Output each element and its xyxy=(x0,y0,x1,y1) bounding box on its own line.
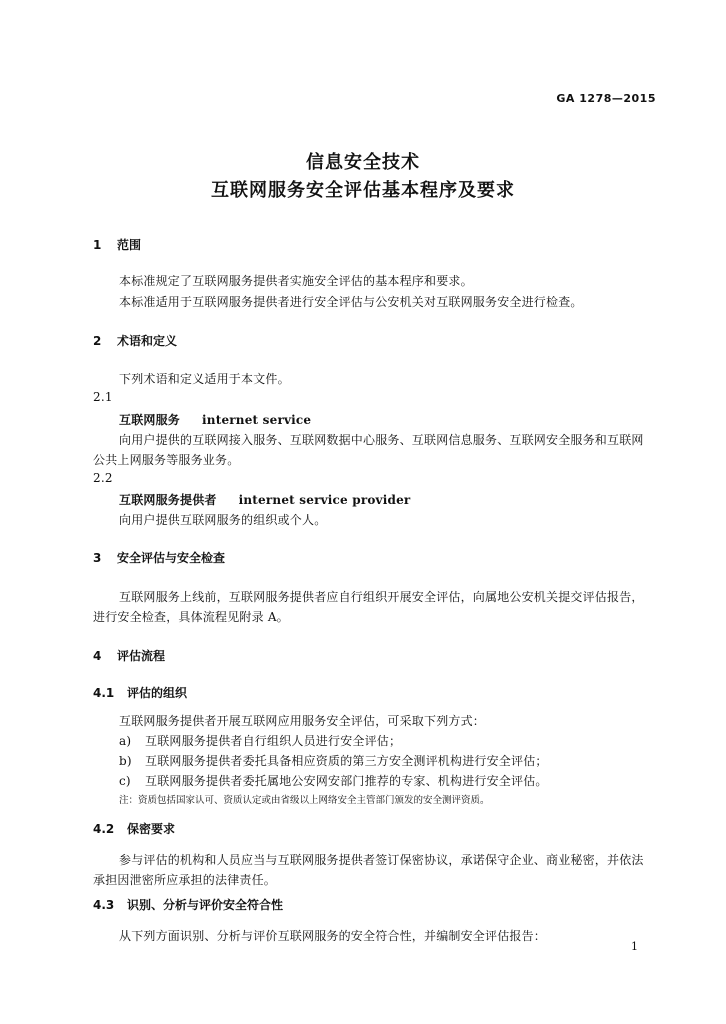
page-number: 1 xyxy=(631,940,638,953)
paragraph: 互联网服务上线前，互联网服务提供者应自行组织开展安全评估，向属地公安机关提交评估报告， xyxy=(119,590,644,604)
note: 注：资质包括国家认可、资质认定或由省级以上网络安全主管部门颁发的安全测评资质。 xyxy=(119,795,490,806)
list-text: 互联网服务提供者委托具备相应资质的第三方安全测评机构进行安全评估； xyxy=(145,754,548,768)
subsection-number: 4.2 xyxy=(93,822,115,836)
paragraph: 参与评估的机构和人员应当与互联网服务提供者签订保密协议，承诺保守企业、商业秘密，并依法 xyxy=(119,853,644,867)
list-label: a) xyxy=(119,734,132,748)
subsection-title: 识别、分析与评价安全符合性 xyxy=(127,898,284,912)
section-3-heading xyxy=(93,549,225,566)
term-definition: 公共上网服务等服务业务。 xyxy=(93,453,240,467)
list-label: b) xyxy=(119,754,132,768)
term-cn: 互联网服务 xyxy=(119,413,181,427)
list-label: c) xyxy=(119,774,131,788)
section-title: 术语和定义 xyxy=(117,334,178,348)
paragraph: 本标准适用于互联网服务提供者进行安全评估与公安机关对互联网服务安全进行检查。 xyxy=(119,295,583,309)
section-title: 范围 xyxy=(117,238,142,252)
section-number: 2 xyxy=(93,334,102,348)
doc-title-line2: 互联网服务安全评估基本程序及要求 xyxy=(211,180,515,201)
section-4-heading xyxy=(93,647,165,664)
term-definition: 向用户提供的互联网接入服务、互联网数据中心服务、互联网信息服务、互联网安全服务和互联网 xyxy=(119,433,644,447)
term-definition: 向用户提供互联网服务的组织或个人。 xyxy=(119,513,327,527)
term-en: internet service xyxy=(202,413,312,427)
subsection-4-3-heading xyxy=(93,896,283,913)
term-cn: 互联网服务提供者 xyxy=(119,493,217,507)
paragraph: 从下列方面识别、分析与评价互联网服务的安全符合性，并编制安全评估报告： xyxy=(119,929,547,943)
list-item xyxy=(119,772,548,789)
term-number: 2.2 xyxy=(93,471,113,485)
paragraph: 下列术语和定义适用于本文件。 xyxy=(119,372,290,386)
subsection-4-1-heading xyxy=(93,684,187,701)
standard-number: GA 1278—2015 xyxy=(556,92,656,105)
list-text: 互联网服务提供者委托属地公安网安部门推荐的专家、机构进行安全评估。 xyxy=(145,774,548,788)
paragraph: 承担因泄密所应承担的法律责任。 xyxy=(93,873,277,887)
subsection-title: 评估的组织 xyxy=(127,686,188,700)
section-number: 3 xyxy=(93,551,102,565)
subsection-title: 保密要求 xyxy=(127,822,176,836)
paragraph: 进行安全检查，具体流程见附录 A。 xyxy=(93,610,289,624)
list-text: 互联网服务提供者自行组织人员进行安全评估； xyxy=(145,734,402,748)
list-item xyxy=(119,752,548,769)
term-number: 2.1 xyxy=(93,390,113,404)
doc-title-line1: 信息安全技术 xyxy=(306,152,420,173)
term-en: internet service provider xyxy=(238,493,411,507)
term-heading xyxy=(119,411,311,428)
paragraph: 本标准规定了互联网服务提供者实施安全评估的基本程序和要求。 xyxy=(119,274,473,288)
section-2-heading xyxy=(93,332,177,349)
paragraph: 互联网服务提供者开展互联网应用服务安全评估，可采取下列方式： xyxy=(119,714,486,728)
subsection-number: 4.3 xyxy=(93,898,115,912)
subsection-4-2-heading xyxy=(93,820,175,837)
section-title: 评估流程 xyxy=(117,649,166,663)
section-title: 安全评估与安全检查 xyxy=(117,551,226,565)
section-number: 1 xyxy=(93,238,102,252)
section-number: 4 xyxy=(93,649,102,663)
subsection-number: 4.1 xyxy=(93,686,115,700)
term-heading xyxy=(119,491,410,508)
section-1-heading xyxy=(93,236,141,253)
list-item xyxy=(119,732,401,749)
